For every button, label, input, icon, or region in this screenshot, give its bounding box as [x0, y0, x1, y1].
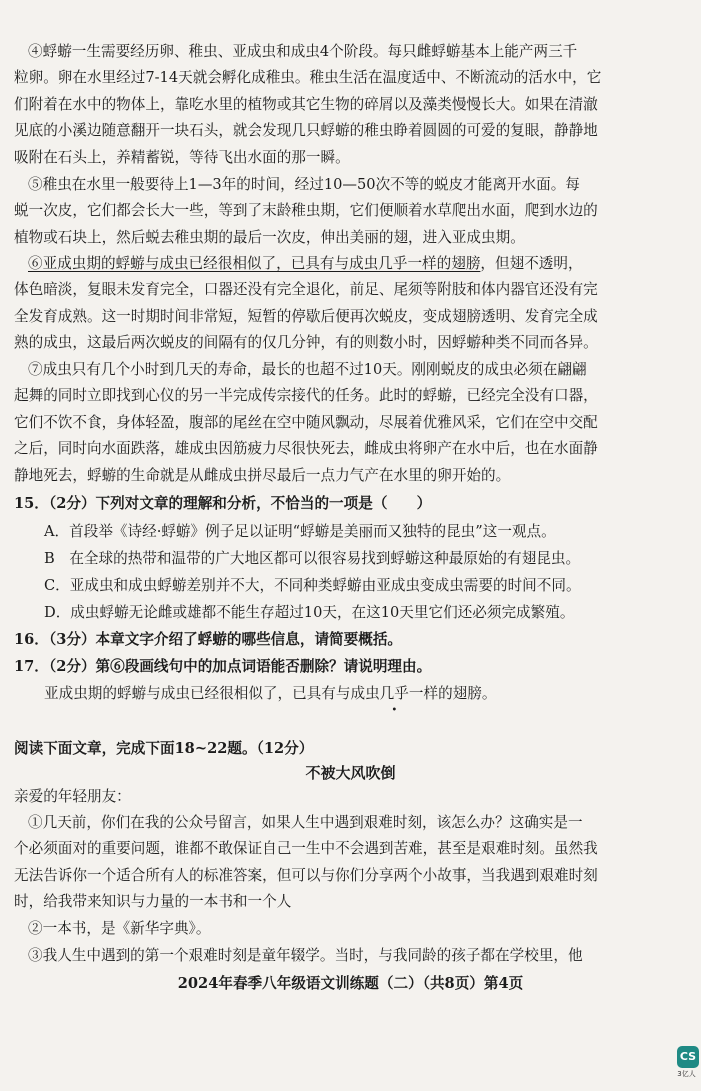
text-line: 之后，同时向水面跌落，雄成虫因筋疲力尽很快死去，雌成虫将卵产在水中后，也在水面静 — [14, 440, 598, 458]
article-paragraph-3 — [14, 943, 700, 969]
dotted-word: 几乎 — [379, 685, 409, 702]
text-line: 植物或石块上，然后蜕去稚虫期的最后一次皮，伸出美丽的翅，进入亚成虫期。 — [14, 228, 525, 246]
text-line: 个必须面对的重要问题，谁都不敢保证自己一生中不会遇到苦难，甚至是艰难时刻。虽然我 — [14, 840, 598, 858]
section-heading: 阅读下面文章，完成下面18~22题。（12分） — [14, 740, 314, 757]
text-line — [28, 251, 700, 277]
text-line: ③我人生中遇到的第一个艰难时刻是童年辍学。当时，与我同龄的孩子都在学校里，他 — [28, 947, 583, 964]
text-line: 体色暗淡，复眼未发育完全，口器还没有完全退化，前足、尾须等附肢和体内器官还没有完 — [14, 281, 598, 299]
quote-text: 亚成虫期的蜉蝣与成虫已经很相似了，已具有与成虫 — [44, 685, 380, 702]
text-line: 蜕一次皮，它们都会长大一些，等到了末龄稚虫期，它们便顺着水草爬出水面，爬到水边的 — [14, 202, 598, 220]
article-paragraph-2 — [14, 916, 700, 942]
text-line: 无法告诉你一个适合所有人的标准答案，但可以与你们分享两个小故事，当我遇到艰难时刻 — [14, 866, 598, 884]
paragraph-4 — [14, 39, 700, 171]
text-line: 起舞的同时立即找到心仪的另一半完成传宗接代的任务。此时的蜉蝣，已经完全没有口器， — [14, 387, 598, 405]
text-fragment: ，但翅不透明， — [480, 255, 583, 272]
text-line: ⑦成虫只有几个小时到几天的寿命，最长的也超不过10天。刚刚蜕皮的成虫必须在翩翩 — [28, 361, 587, 378]
paragraph-7 — [14, 357, 700, 489]
text-line: ①几天前，你们在我的公众号留言，如果人生中遇到艰难时刻，该怎么办？这确实是一 — [28, 814, 583, 831]
paragraph-5 — [14, 172, 700, 251]
text-line: 们附着在水中的物体上，靠吃水里的植物或其它生物的碎屑以及藻类慢慢长大。如果在清澈 — [14, 95, 598, 113]
question-17: 17．（2分）第⑥段画线句中的加点词语能否删除？请说明理由。 — [14, 658, 432, 675]
article-title: 不被大风吹倒 — [305, 764, 396, 782]
text-line: 粒卵。卵在水里经过7-14天就会孵化成稚虫。稚虫生活在温度适中、不断流动的活水中，它 — [14, 69, 602, 87]
question-15: 15．（2分）下列对文章的理解和分析，不恰当的一项是（ ） — [14, 495, 432, 512]
text-line: 亲爱的年轻朋友： — [14, 788, 131, 805]
question-16: 16．（3分）本章文字介绍了蜉蝣的哪些信息，请简要概括。 — [14, 631, 403, 648]
watermark-subtext: 3亿人 — [677, 1070, 696, 1078]
text-line: 吸附在石头上，养精蓄锐，等待飞出水面的那一瞬。 — [14, 148, 350, 166]
greeting — [14, 784, 686, 810]
option-b: B 在全球的热带和温带的广大地区都可以很容易找到蜉蝣这种最原始的有翅昆虫。 — [44, 550, 581, 567]
camscanner-logo-icon: CS — [677, 1046, 699, 1068]
text-line: ④蜉蝣一生需要经历卵、稚虫、亚成虫和成虫4个阶段。每只雌蜉蝣基本上能产两三千 — [28, 43, 578, 60]
text-line: 见底的小溪边随意翻开一块石头，就会发现几只蜉蝣的稚虫睁着圆圆的可爱的复眼，静静地 — [14, 122, 598, 140]
paragraph-6 — [14, 251, 700, 357]
text-line: ②一本书，是《新华字典》。 — [28, 920, 211, 937]
underlined-sentence: ⑥亚成虫期的蜉蝣与成虫已经很相似了，已具有与成虫几乎一样的翅膀 — [28, 255, 481, 272]
text-line: 静地死去，蜉蝣的生命就是从雌成虫拼尽最后一点力气产在水里的卵开始的。 — [14, 466, 511, 484]
page-footer: 2024年春季八年级语文训练题（二）（共8页）第4页 — [177, 975, 524, 992]
option-d: D．成虫蜉蝣无论雌或雄都不能生存超过10天，在这10天里它们还必须完成繁殖。 — [44, 604, 575, 621]
text-line: 熟的成虫，这最后两次蜕皮的间隔有的仅几分钟，有的则数小时，因蜉蝣种类不同而各异。 — [14, 334, 598, 352]
text-line: 时，给我带来知识与力量的一本书和一个人 — [14, 893, 292, 911]
text-line: 全发育成熟。这一时期时间非常短，短暂的停歇后便再次蜕皮，变成翅膀透明、发育完全成 — [14, 307, 598, 325]
quote-text: 一样的翅膀。 — [408, 685, 497, 702]
article-paragraph-1 — [14, 810, 700, 916]
option-c: C．亚成虫和成虫蜉蝣差别并不大，不同种类蜉蝣由亚成虫变成虫需要的时间不同。 — [44, 577, 581, 594]
option-a: A．首段举《诗经·蜉蝣》例子足以证明“蜉蝣是美丽而又独特的昆虫”这一观点。 — [44, 523, 556, 540]
text-line: 它们不饮不食，身体轻盈，腹部的尾丝在空中随风飘动，尽展着优雅风采，它们在空中交配 — [14, 413, 598, 431]
question-17-quote — [44, 681, 496, 707]
text-line: ⑤稚虫在水里一般要待上1—3年的时间，经过10—50次不等的蜕皮才能离开水面。每 — [28, 176, 580, 193]
